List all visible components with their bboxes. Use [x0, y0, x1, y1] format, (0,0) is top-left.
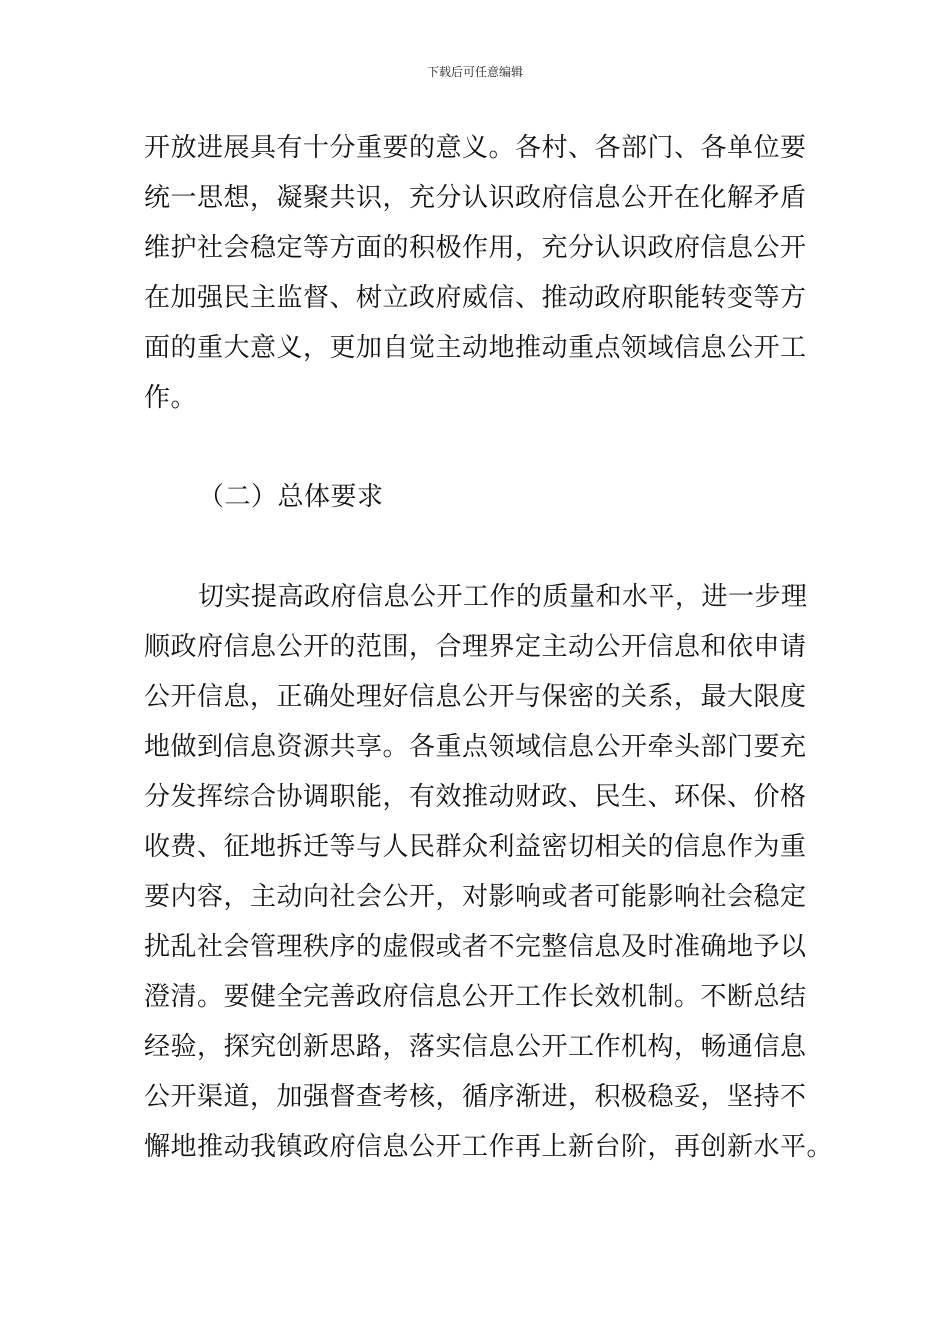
paragraph-line: 公开信息，正确处理好信息公开与保密的关系，最大限度 — [144, 682, 807, 712]
paragraph-line: 地做到信息资源共享。各重点领域信息公开牵头部门要充 — [144, 732, 807, 762]
paragraph-line: 要内容，主动向社会公开，对影响或者可能影响社会稳定 — [144, 882, 807, 912]
paragraph-2 — [144, 572, 834, 1172]
paragraph-line: 澄清。要健全完善政府信息公开工作长效机制。不断总结 — [144, 982, 807, 1012]
section-heading — [198, 472, 868, 522]
paragraph-line: 开放进展具有十分重要的意义。各村、各部门、各单位要 — [144, 133, 807, 163]
paragraph-line: 分发挥综合协调职能，有效推动财政、民生、环保、价格 — [144, 782, 807, 812]
paragraph-line: 公开渠道，加强督查考核，循序渐进，积极稳妥，坚持不 — [144, 1082, 807, 1112]
paragraph-line: 经验，探究创新思路，落实信息公开工作机构，畅通信息 — [144, 1032, 807, 1062]
paragraph-line: 扰乱社会管理秩序的虚假或者不完整信息及时准确地予以 — [144, 932, 807, 962]
paragraph-line: 顺政府信息公开的范围，合理界定主动公开信息和依申请 — [144, 632, 807, 662]
paragraph-line: 在加强民主监督、树立政府威信、推动政府职能转变等方 — [144, 283, 807, 313]
paragraph-line: 统一思想，凝聚共识，充分认识政府信息公开在化解矛盾 — [144, 183, 807, 213]
paragraph-line: 切实提高政府信息公开工作的质量和水平，进一步理 — [198, 582, 808, 612]
page-header: 下载后可任意编辑 — [426, 65, 523, 79]
paragraph-1 — [144, 123, 814, 423]
paragraph-line: 懈地推动我镇政府信息公开工作再上新台阶，再创新水平。 — [144, 1132, 834, 1162]
paragraph-line: 维护社会稳定等方面的积极作用，充分认识政府信息公开 — [144, 233, 807, 263]
section-heading-text: （二）总体要求 — [198, 482, 384, 512]
paragraph-line: 作。 — [144, 383, 198, 413]
paragraph-line: 面的重大意义，更加自觉主动地推动重点领域信息公开工 — [144, 333, 807, 363]
paragraph-line: 收费、征地拆迁等与人民群众利益密切相关的信息作为重 — [144, 832, 807, 862]
